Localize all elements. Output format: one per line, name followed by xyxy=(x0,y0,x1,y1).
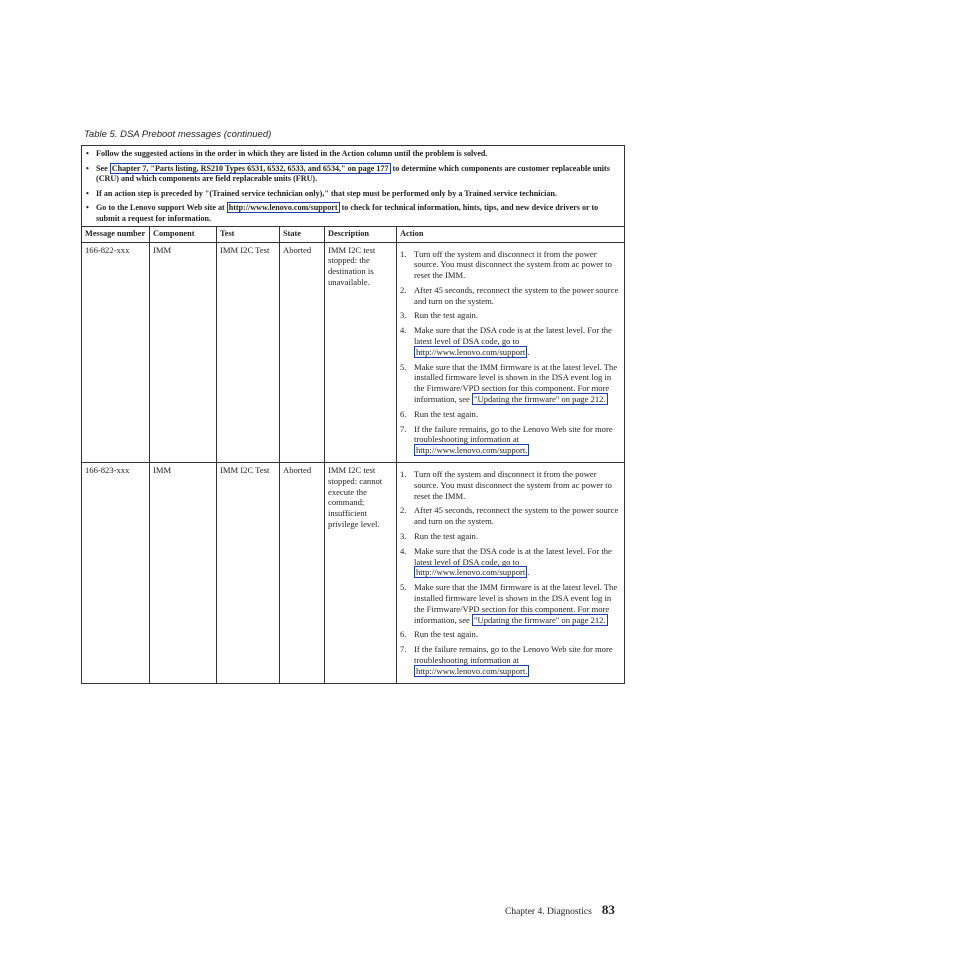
parts-listing-link[interactable]: Chapter 7, "Parts listing, RS210 Types 6531, 6532, 6533, and 6534," on page 177 xyxy=(111,163,389,173)
cell-state: Aborted xyxy=(280,463,325,684)
header-message-number: Message number xyxy=(82,227,150,243)
note-text: See xyxy=(96,163,110,173)
table-caption: Table 5. DSA Preboot messages (continued) xyxy=(84,129,272,140)
action-step xyxy=(400,531,621,542)
cell-component: IMM xyxy=(150,463,217,684)
updating-firmware-link[interactable]: "Updating the firmware" on page 212. xyxy=(474,614,606,625)
bullet-icon: • xyxy=(86,163,89,173)
table-row xyxy=(82,242,625,463)
page-footer xyxy=(505,902,615,918)
action-step xyxy=(400,424,621,456)
note-item xyxy=(85,164,621,185)
page-number: 83 xyxy=(601,902,615,917)
step-text: Turn off the system and disconnect it from the power source. You must disconnect the system from ac power to reset the IMM. xyxy=(414,248,612,281)
step-number: 5. xyxy=(400,582,407,593)
header-action: Action xyxy=(397,227,625,243)
header-row xyxy=(82,227,625,243)
table-row xyxy=(82,463,625,684)
support-link[interactable]: http://www.lenovo.com/support xyxy=(416,346,526,357)
step-number: 1. xyxy=(400,469,407,480)
note-item xyxy=(85,189,621,200)
support-link[interactable]: http://www.lenovo.com/support xyxy=(416,567,526,578)
step-text: Run the test again. xyxy=(414,310,478,321)
step-text: Make sure that the DSA code is at the latest level. For the latest level of DSA code, go to xyxy=(414,325,612,347)
step-number: 4. xyxy=(400,325,407,336)
step-text: Run the test again. xyxy=(414,629,478,640)
action-step xyxy=(400,505,621,527)
cell-state: Aborted xyxy=(280,242,325,463)
cell-action xyxy=(397,463,625,684)
header-description: Description xyxy=(325,227,397,243)
step-text: Run the test again. xyxy=(414,531,478,542)
note-item xyxy=(85,203,621,224)
bullet-icon: • xyxy=(86,149,89,158)
step-text: If the failure remains, go to the Lenovo Web site for more troubleshooting information at xyxy=(414,423,613,445)
note-text: If an action step is preceded by "(Trained service technician only)," that step must be performed only by a Trained service technician. xyxy=(96,188,557,198)
step-number: 2. xyxy=(400,505,407,516)
cell-description: IMM I2C test stopped: the destination is unavailable. xyxy=(325,242,397,463)
action-step xyxy=(400,362,621,405)
dsa-preboot-table xyxy=(81,145,625,684)
bullet-icon: • xyxy=(86,188,89,198)
chapter-label: Chapter 4. Diagnostics xyxy=(505,907,592,917)
step-text: Make sure that the IMM firmware is at the latest level. The installed firmware level is shown in the DSA event log in the Firmware/VPD section for this component. For more information, see xyxy=(414,361,618,405)
cell-component: IMM xyxy=(150,242,217,463)
action-step xyxy=(400,409,621,420)
step-number: 2. xyxy=(400,284,407,295)
step-number: 3. xyxy=(400,310,407,321)
step-text: Make sure that the IMM firmware is at the latest level. The installed firmware level is shown in the DSA event log in the Firmware/VPD section for this component. For more information, see xyxy=(414,582,618,625)
step-text: If the failure remains, go to the Lenovo Web site for more troubleshooting information at xyxy=(414,644,613,665)
step-number: 7. xyxy=(400,423,407,434)
note-text: Follow the suggested actions in the order in which they are listed in the Action column until the problem is solved. xyxy=(96,149,488,158)
bullet-icon: • xyxy=(86,203,89,212)
step-number: 5. xyxy=(400,361,407,372)
support-link[interactable]: http://www.lenovo.com/support. xyxy=(416,445,528,456)
step-text: After 45 seconds, reconnect the system to the power source and turn on the system. xyxy=(414,284,619,306)
updating-firmware-link[interactable]: "Updating the firmware" on page 212. xyxy=(474,394,606,405)
notes-row xyxy=(82,146,625,227)
step-number: 6. xyxy=(400,629,407,640)
action-steps xyxy=(400,249,621,457)
step-number: 1. xyxy=(400,248,407,259)
cell-description: IMM I2C test stopped: cannot execute the command; insufficient privilege level. xyxy=(325,463,397,684)
step-text: After 45 seconds, reconnect the system to the power source and turn on the system. xyxy=(414,505,619,527)
action-step xyxy=(400,310,621,321)
note-text: to determine which components are customer replaceable units (CRU) and which components are field replaceable units (FRU). xyxy=(96,163,610,183)
header-component: Component xyxy=(150,227,217,243)
action-step xyxy=(400,325,621,357)
action-step xyxy=(400,582,621,625)
step-number: 4. xyxy=(400,545,407,556)
header-test: Test xyxy=(217,227,280,243)
action-step xyxy=(400,249,621,281)
note-text: Go to the Lenovo support Web site at xyxy=(96,203,227,212)
step-number: 7. xyxy=(400,644,407,655)
action-step xyxy=(400,469,621,501)
step-text: . xyxy=(527,346,530,357)
step-text: . xyxy=(527,567,530,578)
cell-test: IMM I2C Test xyxy=(217,463,280,684)
step-number: 6. xyxy=(400,408,407,419)
action-steps xyxy=(400,469,621,677)
step-text: Run the test again. xyxy=(414,408,478,419)
support-link[interactable]: http://www.lenovo.com/support. xyxy=(416,665,528,676)
note-text: to check for technical information, hints, tips, and new device drivers or to submit a request for information. xyxy=(96,203,599,223)
note-item xyxy=(85,149,621,160)
cell-message-number: 166-822-xxx xyxy=(82,242,150,463)
action-step xyxy=(400,285,621,307)
action-step xyxy=(400,629,621,640)
cell-message-number: 166-823-xxx xyxy=(82,463,150,684)
step-text: Make sure that the DSA code is at the latest level. For the latest level of DSA code, go to xyxy=(414,545,612,567)
step-text: Turn off the system and disconnect it from the power source. You must disconnect the system from ac power to reset the IMM. xyxy=(414,469,612,501)
step-number: 3. xyxy=(400,531,407,542)
cell-test: IMM I2C Test xyxy=(217,242,280,463)
header-state: State xyxy=(280,227,325,243)
cell-action xyxy=(397,242,625,463)
action-step xyxy=(400,644,621,676)
notes-cell xyxy=(82,146,625,227)
action-step xyxy=(400,546,621,578)
support-link[interactable]: http://www.lenovo.com/support xyxy=(228,203,338,212)
